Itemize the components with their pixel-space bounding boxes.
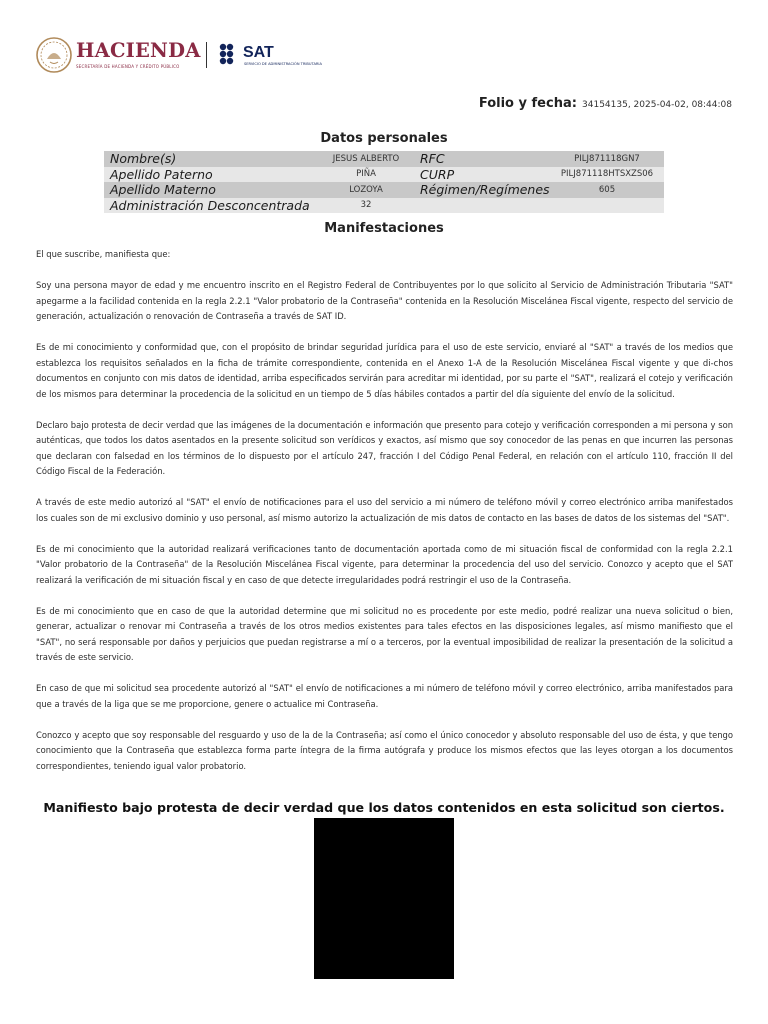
protesta-statement: Manifiesto bajo protesta de decir verdad que los datos contenidos en esta solicitud son ciertos.	[43, 800, 725, 815]
label-empty	[414, 198, 550, 214]
datos-personales-table	[104, 151, 664, 213]
table-row	[104, 167, 664, 183]
signature-redaction	[314, 818, 454, 979]
logo-divider	[206, 42, 207, 68]
folio-label: Folio y fecha:	[478, 96, 577, 111]
label-curp: CURP	[414, 167, 550, 183]
manifestaciones-body	[36, 247, 733, 790]
paragraph-verificaciones: Es de mi conocimiento que la autoridad realizará verificaciones tanto de documentación aportada como de mi situación fiscal de conformidad con la regla 2.2.1 "Valor probatorio de la Contraseña" de la Resolución Miscelánea Fiscal vigente, para determinar la procedencia del uso del servicio. Conozco y acepto que el SAT realizará la verificación de mi situación fiscal y en caso de que detecte irregularidades podrá restringir el uso de la Contraseña.	[36, 543, 733, 585]
hacienda-subtitle: SECRETARÍA DE HACIENDA Y CRÉDITO PÚBLICO	[76, 64, 180, 69]
paragraph-notificaciones: En caso de que mi solicitud sea procedente autorizó al "SAT" el envío de notificaciones a mi número de teléfono móvil y correo electrónico, arriba manifestados para que a través de la liga que se me proporcione, genere o actualice mi Contraseña.	[36, 683, 733, 709]
folio-value: 34154135, 2025-04-02, 08:44:08	[582, 100, 732, 110]
value-nombre: JESUS ALBERTO	[318, 151, 414, 167]
paragraph-responsabilidad: Conozco y acepto que soy responsable del resguardo y uso de la de la Contraseña; así como el único conocedor y absoluto responsable del uso de ésta, y que tengo conocimiento que la Contraseña que establezca forma parte íntegra de la firma autógrafa y produce los mismos efectos que las leyes otorgan a los documentos correspondientes, teniendo igual valor probatorio.	[36, 729, 733, 771]
label-regimen: Régimen/Regímenes	[414, 182, 550, 198]
value-apellido-materno: LOZOYA	[318, 182, 414, 198]
label-nombre: Nombre(s)	[104, 151, 318, 167]
datos-personales-title: Datos personales	[320, 131, 448, 146]
label-rfc: RFC	[414, 151, 550, 167]
national-seal-icon	[36, 37, 72, 73]
folio-fecha	[479, 92, 732, 111]
paragraph-conocimiento: Es de mi conocimiento y conformidad que, con el propósito de brindar seguridad jurídica para el uso de este servicio, enviaré al "SAT" a través de los medios que establezca los requisitos señalados en la ficha de trámite correspondiente, contenida en el Anexo 1-A de la Resolución Miscelánea Fiscal vigente y que di-chos documentos en conjunto con mis datos de identidad, arriba especificados servirán para acreditar mi identidad, por su parte el "SAT", realizará el cotejo y verificación de los mismos para determinar la procedencia de la solicitud en un tiempo de 5 días hábiles contados a partir del día siguiente del envío de la solicitud.	[36, 342, 733, 399]
value-apellido-paterno: PIÑA	[318, 167, 414, 183]
value-rfc: PILJ871118GN7	[550, 151, 664, 167]
table-row	[104, 182, 664, 198]
value-regimen: 605	[550, 182, 664, 198]
paragraph-solicitud: Soy una persona mayor de edad y me encuentro inscrito en el Registro Federal de Contribuyentes por lo que solicito al Servicio de Administración Tributaria "SAT" apegarme a la facilidad contenida en la regla 2.2.1 "Valor probatorio de la Contraseña" contenida en la Resolución Miscelánea Fiscal vigente, respecto del servicio de generación, actualización o renovación de Contraseña a través de SAT ID.	[36, 280, 733, 321]
manifestaciones-title: Manifestaciones	[324, 221, 444, 236]
paragraph-autorizacion: A través de este medio autorizó al "SAT" el envío de notificaciones para el uso del servicio a mi número de teléfono móvil y correo electrónico arriba manifestados los cuales son de mi exclusivo dominio y uso personal, así mismo autorizo la actualización de mis datos de contacto en las bases de datos de los sistemas del "SAT".	[36, 497, 733, 523]
label-apellido-materno: Apellido Materno	[104, 182, 318, 198]
letterhead	[36, 36, 356, 76]
paragraph-procedencia: Es de mi conocimiento que en caso de que la autoridad determine que mi solicitud no es procedente por este medio, podré realizar una nueva solicitud o bien, generar, actualizar o renovar mi Contraseña a través de los otros medios existentes para tales efectos en las disposiciones legales, así mismo manifiesto que el "SAT", no será responsable por daños y perjuicios que puedan registrarse a mí o a terceros, por la eventual imposibilidad de realizar la presentación de la solicitud a través de este servicio.	[36, 605, 733, 662]
sat-logo-icon	[217, 42, 241, 66]
sat-subtitle: SERVICIO DE ADMINISTRACIÓN TRIBUTARIA	[244, 62, 322, 66]
value-administracion: 32	[318, 198, 414, 214]
label-apellido-paterno: Apellido Paterno	[104, 167, 318, 183]
sat-logo-text: SAT	[243, 44, 274, 61]
paragraph-intro: El que suscribe, manifiesta que:	[36, 249, 171, 259]
label-administracion: Administración Desconcentrada	[104, 198, 318, 214]
table-row	[104, 198, 664, 214]
value-curp: PILJ871118HTSXZS06	[550, 167, 664, 183]
paragraph-declaracion: Declaro bajo protesta de decir verdad que las imágenes de la documentación e información que presento para cotejo y verificación corresponden a mi persona y son auténticas, que todos los datos asentados en la presente solicitud son verídicos y exactos, así mismo que soy conocedor de las penas en que incurren las personas que declaran con falsedad en los términos de lo dispuesto por el artículo 247, fracción I del Código Penal Federal, en relación con el artículo 110, fracción II del Código Fiscal de la Federación.	[36, 419, 733, 476]
table-row	[104, 151, 664, 167]
hacienda-logo-text: HACIENDA	[76, 39, 201, 62]
value-empty	[550, 198, 664, 214]
